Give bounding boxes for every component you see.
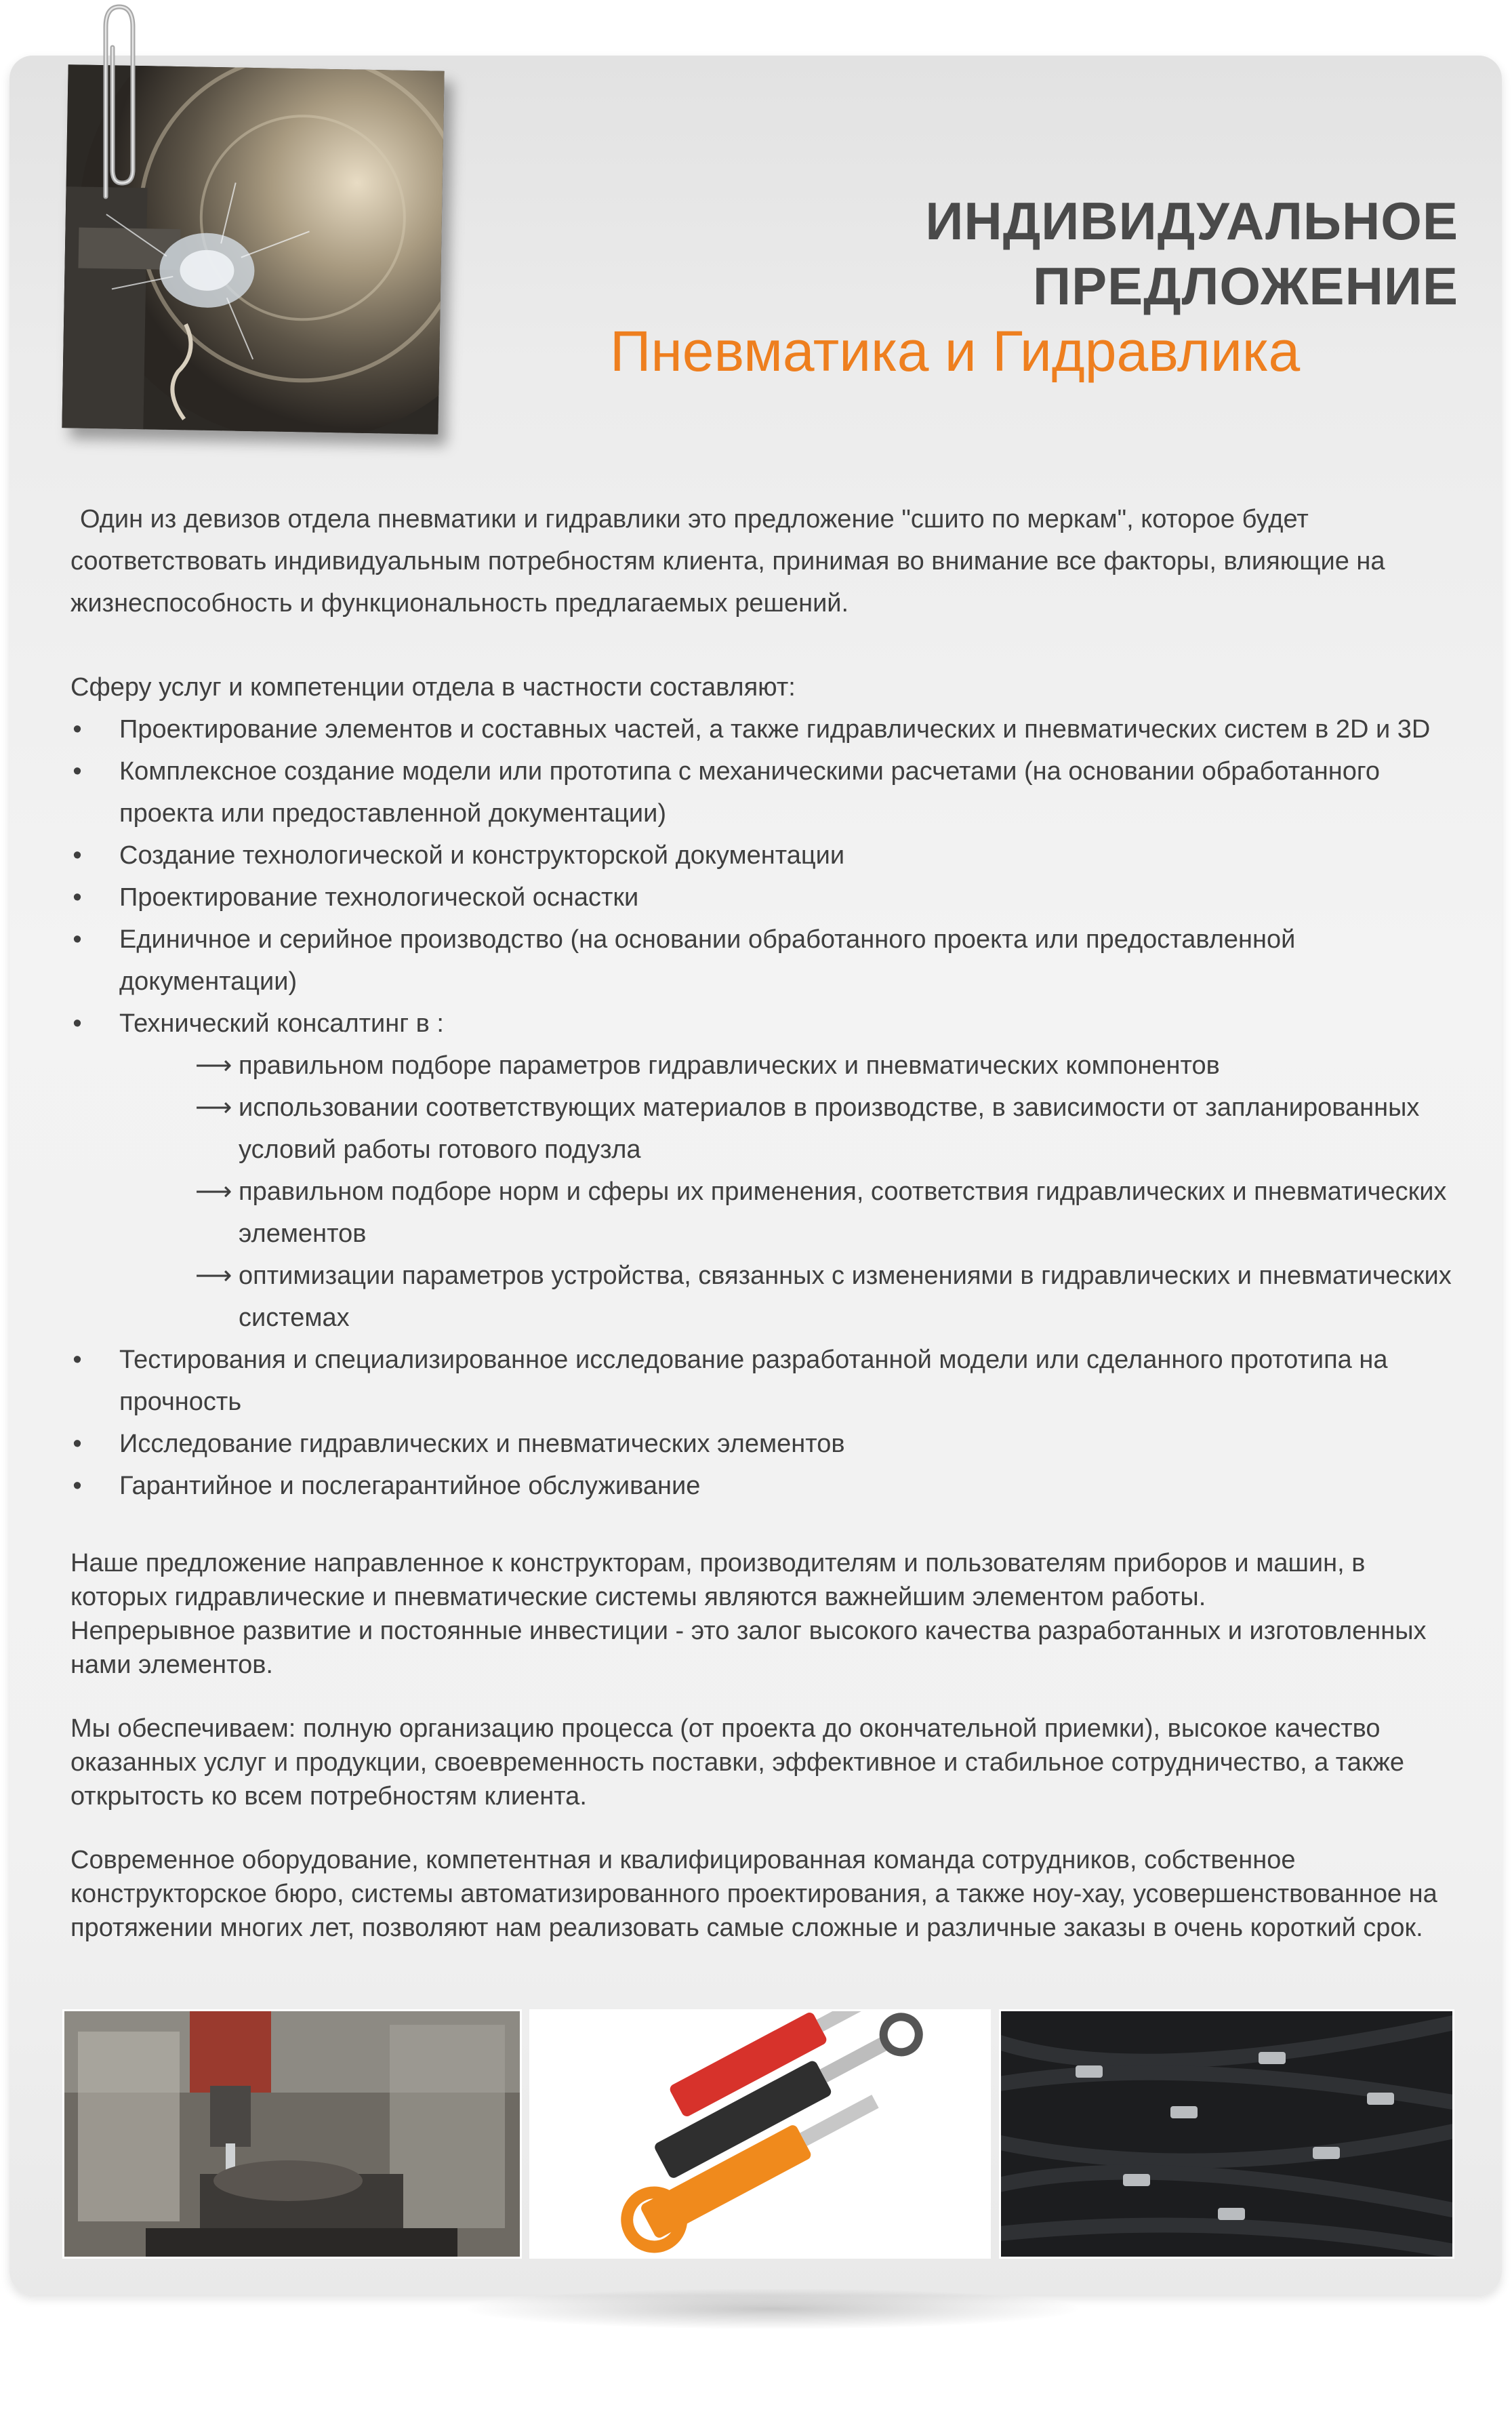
- list-item: • Создание технологической и конструкторской документации: [73, 841, 845, 870]
- capabilities-paragraph: Современное оборудование, компетентная и квалифицированная команда сотрудников, собственное конструкторское бюро, системы автоматизированного проектирования, а также ноу-хау, усовершенствованное на протяжении многих лет, позволяют нам реализовать самые сложные и различные заказы в очень короткий срок.: [70, 1846, 1437, 1942]
- page-title: ИНДИВИДУАЛЬНОЕ ПРЕДЛОЖЕНИЕ: [925, 191, 1458, 316]
- list-item: • Проектирование технологической оснастки: [73, 883, 639, 912]
- audience-paragraph: Наше предложение направленное к конструкторам, производителям и пользователям приборов и машин, в которых гидравлические и пневматические системы являются важнейшим элементом работы.: [70, 1549, 1366, 1611]
- list-item: • Технический консалтинг в : ⟶ правильном подборе параметров гидравлических и пневматических компонентов ⟶ использовании соответствующих материалов в производстве, в зависимости от запланированных условий работы готового подузла ⟶ правильном подборе норм и сферы их применения, соответствия гидравлических и пневматических элементов ⟶ оптимизации параметров устройства, связанных с изменениями в гидравлических и пневматических системах: [70, 1003, 1467, 1339]
- list-item: ⟶ правильном подборе норм и сферы их применения, соответствия гидравлических и пневматических элементов: [119, 1171, 1467, 1255]
- page-subtitle: Пневматика и Гидравлика: [610, 319, 1301, 383]
- services-list: [70, 708, 1467, 1507]
- heading-block: [515, 188, 1464, 384]
- list-item: • Комплексное создание модели или прототипа с механическими расчетами (на основании обработанного проекта или предоставленной документации): [73, 757, 1381, 828]
- arrow-right-icon: ⟶: [195, 1177, 232, 1206]
- hydraulic-cylinders-photo: [529, 2009, 991, 2259]
- services-lead: Сферу услуг и компетенции отдела в частности составляют:: [70, 673, 796, 702]
- list-item: ⟶ оптимизации параметров устройства, связанных с изменениями в гидравлических и пневматических системах: [119, 1255, 1467, 1339]
- paper-clip-icon: [87, 0, 148, 203]
- intro-paragraph: Один из девизов отдела пневматики и гидравлики это предложение "сшито по меркам", которое будет соответствовать индивидуальным потребностям клиента, принимая во внимание все факторы, влияющие на жизнеспособность и функциональность предлагаемых решений.: [70, 505, 1385, 618]
- milling-machine-photo: [62, 2009, 522, 2259]
- photo-gallery: [0, 2009, 1512, 2259]
- list-item: ⟶ правильном подборе параметров гидравлических и пневматических компонентов: [119, 1045, 1467, 1087]
- document-body: [70, 498, 1467, 1945]
- consulting-list: [119, 1045, 1467, 1339]
- list-item: • Единичное и серийное производство (на основании обработанного проекта или предоставленной документации): [73, 925, 1296, 996]
- arrow-right-icon: ⟶: [195, 1051, 232, 1080]
- guarantee-paragraph: Мы обеспечиваем: полную организацию процесса (от проекта до окончательной приемки), высокое качество оказанных услуг и продукции, своевременность поставки, эффективное и стабильное сотрудничество, а также открытость ко всем потребностям клиента.: [70, 1714, 1405, 1811]
- list-item: • Гарантийное и послегарантийное обслуживание: [73, 1472, 701, 1500]
- arrow-right-icon: ⟶: [195, 1093, 232, 1122]
- investment-paragraph: Непрерывное развитие и постоянные инвестиции - это залог высокого качества разработанных и изготовленных нами элементов.: [70, 1617, 1427, 1679]
- list-item: • Проектирование элементов и составных частей, а также гидравлических и пневматических систем в 2D и 3D: [73, 715, 1431, 744]
- list-item: ⟶ использовании соответствующих материалов в производстве, в зависимости от запланированных условий работы готового подузла: [119, 1087, 1467, 1171]
- list-item: • Тестирования и специализированное исследование разработанной модели или сделанного прототипа на прочность: [73, 1346, 1388, 1416]
- arrow-right-icon: ⟶: [195, 1262, 232, 1290]
- hydraulic-hoses-photo: [999, 2009, 1454, 2259]
- card-shadow: [468, 2288, 1078, 2329]
- list-item: • Исследование гидравлических и пневматических элементов: [73, 1430, 845, 1458]
